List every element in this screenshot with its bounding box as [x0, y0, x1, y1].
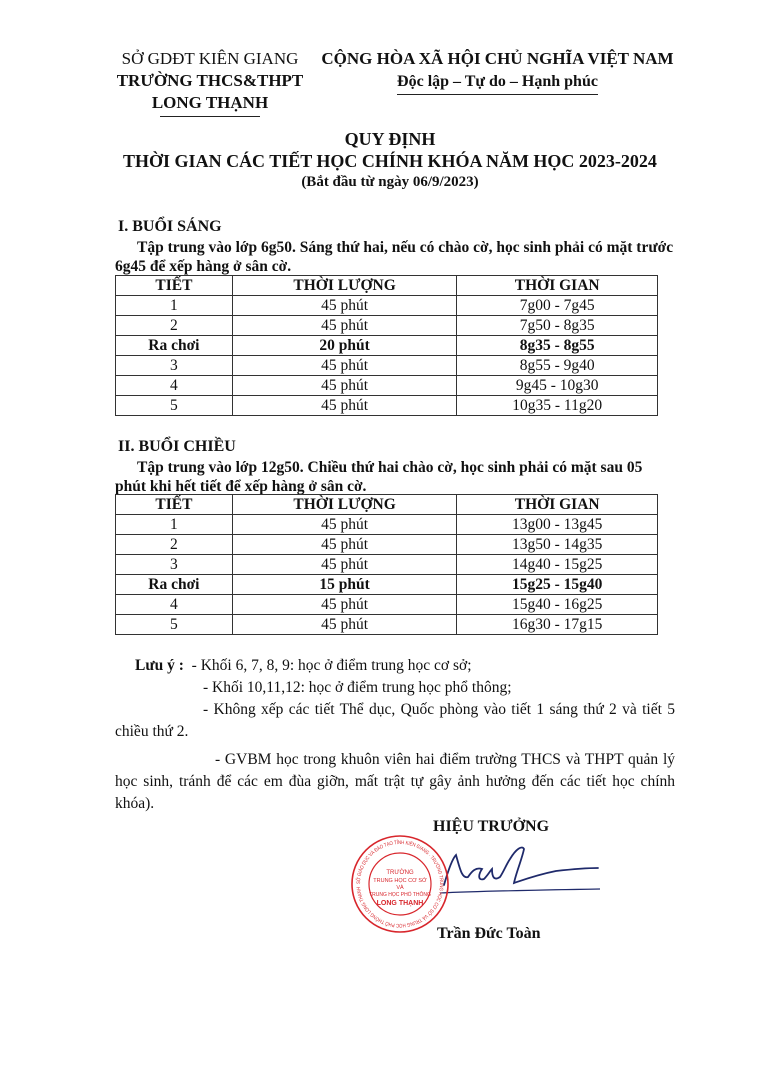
title-line-2: THỜI GIAN CÁC TIẾT HỌC CHÍNH KHÓA NĂM HỌC 2023-2024 — [123, 151, 657, 171]
table-row — [116, 595, 658, 615]
duration-cell: 45 phút — [232, 595, 457, 615]
time-cell: 15g40 - 16g25 — [457, 595, 658, 615]
national-motto: Độc lập – Tự do – Hạnh phúc — [397, 71, 598, 95]
issuing-agency-block — [100, 48, 320, 117]
morning-heading: I. BUỔI SÁNG — [118, 218, 222, 235]
time-cell: 16g30 - 17g15 — [457, 615, 658, 635]
official-seal-stamp — [350, 834, 450, 934]
period-cell: 5 — [116, 615, 233, 635]
duration-cell: 45 phút — [232, 515, 457, 535]
note-item: - Khối 6, 7, 8, 9: học ở điểm trung học cơ sở; — [191, 657, 472, 674]
handwritten-signature — [440, 835, 600, 910]
table-row — [116, 515, 658, 535]
duration-cell: 45 phút — [232, 615, 457, 635]
column-header-time: THỜI GIAN — [457, 495, 658, 515]
period-cell: 2 — [116, 316, 233, 336]
notes-label: Lưu ý : — [135, 657, 184, 674]
table-header-row — [116, 276, 658, 296]
break-row — [116, 575, 658, 595]
svg-text:VÀ: VÀ — [396, 885, 404, 891]
time-cell: 15g25 - 15g40 — [457, 575, 658, 595]
school-name-line1: TRƯỜNG THCS&THPT — [116, 71, 304, 90]
afternoon-heading: II. BUỔI CHIỀU — [118, 438, 236, 455]
time-cell: 13g00 - 13g45 — [457, 515, 658, 535]
time-cell: 7g50 - 8g35 — [457, 316, 658, 336]
morning-intro: Tập trung vào lớp 6g50. Sáng thứ hai, nếu có chào cờ, học sinh phải có mặt trước 6g45 để xếp hàng ở sân cờ. — [115, 239, 674, 275]
table-row — [116, 296, 658, 316]
period-cell: 3 — [116, 555, 233, 575]
svg-text:TRƯỜNG: TRƯỜNG — [386, 870, 414, 876]
stamp-text-ring: SỞ GIÁO DỤC VÀ ĐÀO TẠO TỈNH KIÊN GIANG · TRƯỜNG TRUNG HỌC CƠ SỞ VÀ TRUNG HỌC PHỔ THÔNG LONG THẠNH — [355, 839, 445, 929]
table-header-row — [116, 495, 658, 515]
note-item: - GVBM học trong khuôn viên hai điểm trường THCS và THPT quản lý học sinh, tránh để các em đùa giỡn, mất trật tự gây ảnh hưởng đến các tiết học chính khóa). — [115, 751, 675, 812]
school-name-line2: LONG THẠNH — [151, 93, 269, 112]
column-header-duration: THỜI LƯỢNG — [232, 276, 457, 296]
note-item: - Không xếp các tiết Thể dục, Quốc phòng vào tiết 1 sáng thứ 2 và tiết 5 chiều thứ 2. — [115, 701, 675, 740]
time-cell: 7g00 - 7g45 — [457, 296, 658, 316]
table-row — [116, 555, 658, 575]
title-line-1: QUY ĐỊNH — [344, 129, 436, 149]
signatory-title: HIỆU TRƯỞNG — [433, 818, 550, 835]
duration-cell: 20 phút — [232, 336, 457, 356]
time-cell: 13g50 - 14g35 — [457, 535, 658, 555]
duration-cell: 45 phút — [232, 376, 457, 396]
header-underline — [160, 116, 260, 117]
table-row — [116, 396, 658, 416]
department-name: SỞ GDĐT KIÊN GIANG — [121, 49, 299, 68]
table-row — [116, 376, 658, 396]
period-cell: 2 — [116, 535, 233, 555]
notes-section — [115, 655, 675, 815]
afternoon-intro: Tập trung vào lớp 12g50. Chiều thứ hai chào cờ, học sinh phải có mặt sau 05 phút khi hết tiết để xếp hàng ở sân cờ. — [115, 459, 643, 495]
period-cell: 5 — [116, 396, 233, 416]
svg-text:TRUNG HỌC CƠ SỞ: TRUNG HỌC CƠ SỞ — [373, 878, 427, 884]
duration-cell: 45 phút — [232, 316, 457, 336]
time-cell: 9g45 - 10g30 — [457, 376, 658, 396]
duration-cell: 45 phút — [232, 356, 457, 376]
time-cell: 8g35 - 8g55 — [457, 336, 658, 356]
column-header-period: TIẾT — [116, 495, 233, 515]
duration-cell: 45 phút — [232, 555, 457, 575]
period-cell: 3 — [116, 356, 233, 376]
afternoon-schedule-table — [115, 494, 658, 635]
column-header-time: THỜI GIAN — [457, 276, 658, 296]
column-header-period: TIẾT — [116, 276, 233, 296]
svg-text:TRUNG HỌC PHỔ THÔNG: TRUNG HỌC PHỔ THÔNG — [369, 892, 431, 898]
table-row — [116, 316, 658, 336]
time-cell: 10g35 - 11g20 — [457, 396, 658, 416]
period-cell: Ra chơi — [116, 336, 233, 356]
signatory-name: Trần Đức Toàn — [437, 925, 541, 942]
column-header-duration: THỜI LƯỢNG — [232, 495, 457, 515]
period-cell: 4 — [116, 376, 233, 396]
break-row — [116, 336, 658, 356]
time-cell: 8g55 - 9g40 — [457, 356, 658, 376]
document-title — [60, 128, 720, 192]
period-cell: 1 — [116, 296, 233, 316]
national-header-block — [315, 48, 680, 95]
nation-name: CỘNG HÒA XÃ HỘI CHỦ NGHĨA VIỆT NAM — [321, 49, 674, 68]
title-effective-date: (Bắt đầu từ ngày 06/9/2023) — [301, 174, 479, 190]
period-cell: Ra chơi — [116, 575, 233, 595]
period-cell: 1 — [116, 515, 233, 535]
table-row — [116, 615, 658, 635]
duration-cell: 15 phút — [232, 575, 457, 595]
morning-schedule-table — [115, 275, 658, 416]
duration-cell: 45 phút — [232, 535, 457, 555]
duration-cell: 45 phút — [232, 296, 457, 316]
table-row — [116, 356, 658, 376]
duration-cell: 45 phút — [232, 396, 457, 416]
period-cell: 4 — [116, 595, 233, 615]
table-row — [116, 535, 658, 555]
time-cell: 14g40 - 15g25 — [457, 555, 658, 575]
svg-text:LONG THẠNH: LONG THẠNH — [376, 900, 424, 907]
note-item: - Khối 10,11,12: học ở điểm trung học phổ thông; — [203, 679, 512, 696]
